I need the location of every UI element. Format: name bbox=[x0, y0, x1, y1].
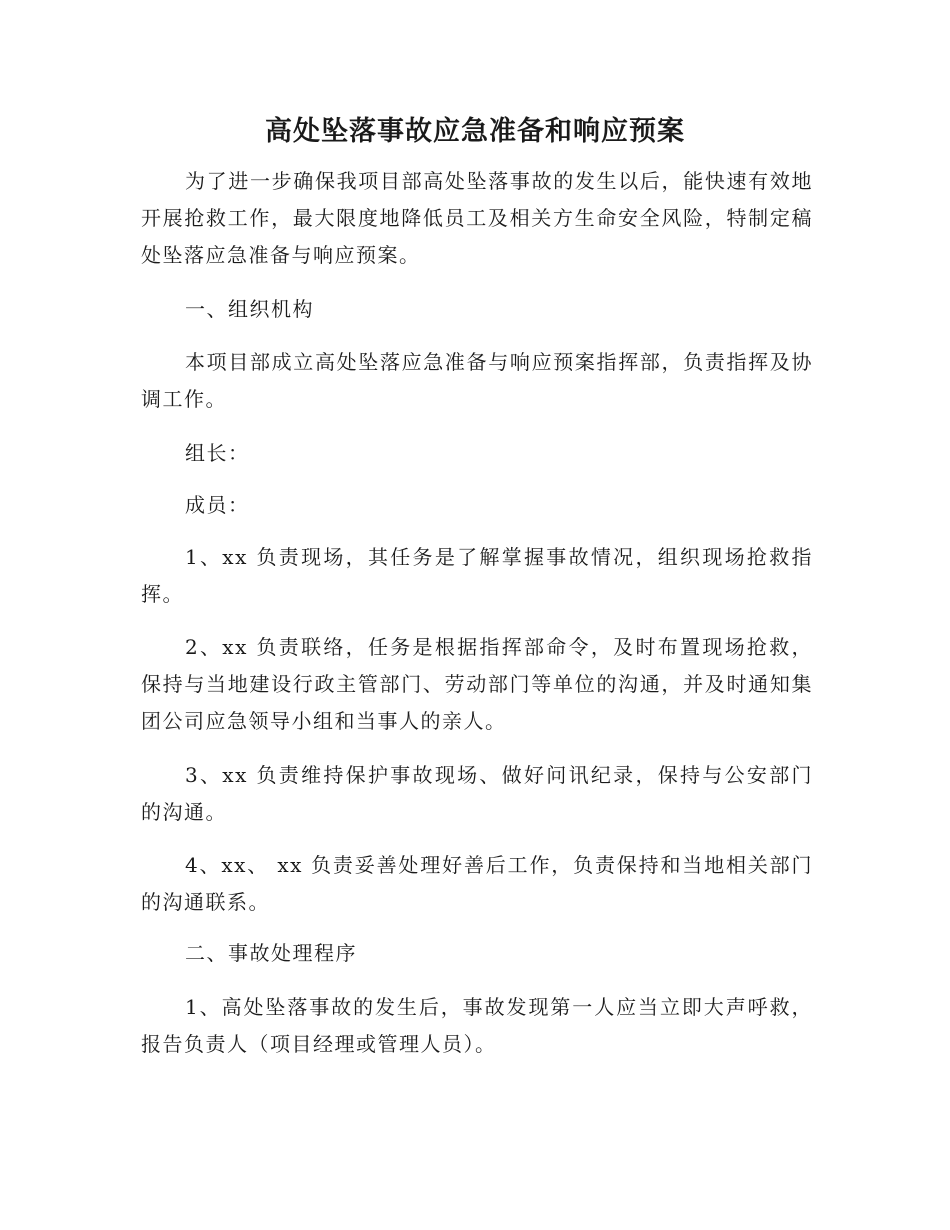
section-heading-organization: 一、组织机构 bbox=[185, 297, 314, 321]
document-title: 高处坠落事故应急准备和响应预案 bbox=[265, 116, 685, 147]
members-label: 成员： bbox=[185, 493, 250, 517]
intro-paragraph: 为了进一步确保我项目部高处坠落事故的发生以后，能快速有效地开展抢救工作，最大限度地降低员工及相关方生命安全风险，特制定稿处坠落应急准备与响应预案。 bbox=[141, 169, 813, 267]
member-duty-1: 1、xx 负责现场，其任务是了解掌握事故情况，组织现场抢救指挥。 bbox=[141, 545, 813, 606]
member-duty-2: 2、xx 负责联络，任务是根据指挥部命令，及时布置现场抢救，保持与当地建设行政主管部门、劳动部门等单位的沟通，并及时通知集团公司应急领导小组和当事人的亲人。 bbox=[141, 635, 813, 733]
leader-label: 组长： bbox=[185, 441, 250, 465]
procedure-step-1: 1、高处坠落事故的发生后，事故发现第一人应当立即大声呼救，报告负责人（项目经理或管理人员）。 bbox=[141, 995, 813, 1056]
organization-paragraph: 本项目部成立高处坠落应急准备与响应预案指挥部，负责指挥及协调工作。 bbox=[141, 350, 813, 411]
section-heading-procedure: 二、事故处理程序 bbox=[185, 941, 357, 965]
member-duty-3: 3、xx 负责维持保护事故现场、做好问讯纪录，保持与公安部门的沟通。 bbox=[141, 763, 813, 824]
member-duty-4: 4、xx、 xx 负责妥善处理好善后工作，负责保持和当地相关部门的沟通联系。 bbox=[141, 853, 813, 914]
